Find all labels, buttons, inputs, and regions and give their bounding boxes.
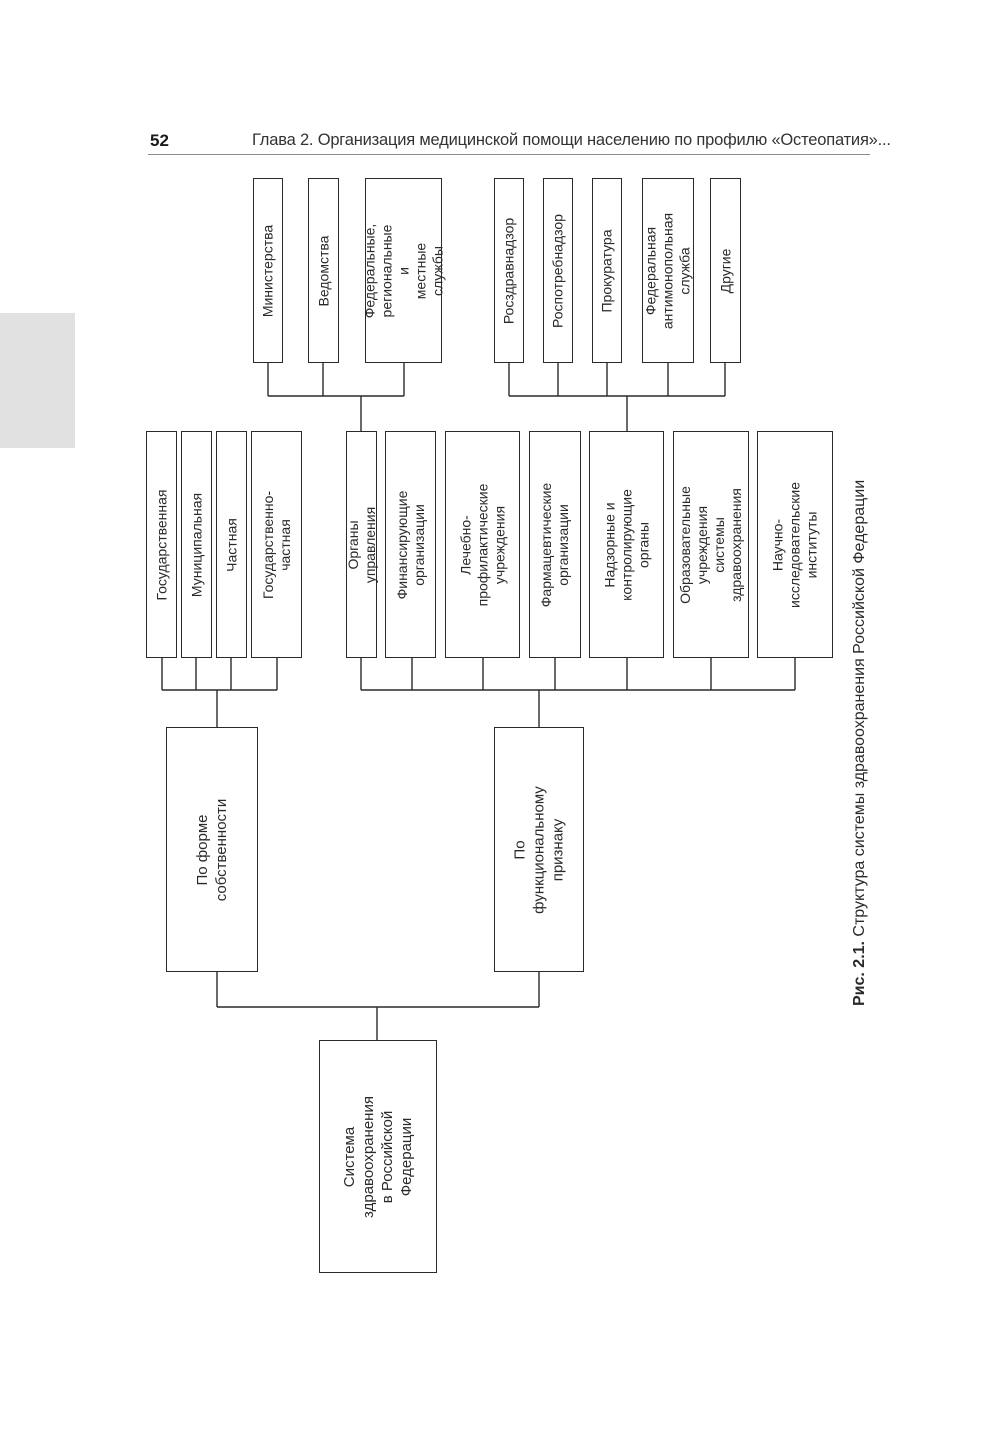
function-item-label: Лечебно- профилактические учреждения <box>457 483 507 606</box>
supervisory-item-label: Роспотребнадзор <box>549 213 566 328</box>
governance-item-label: Министерства <box>259 224 276 317</box>
governance-item-label: Ведомства <box>315 235 331 306</box>
ownership-item <box>181 431 212 658</box>
function-item <box>673 431 749 658</box>
governance-item <box>253 178 283 363</box>
function-item <box>385 431 436 658</box>
ownership-item-label: Частная <box>223 517 239 572</box>
function-item <box>529 431 581 658</box>
supervisory-item-label: Прокуратура <box>598 228 615 313</box>
governance-item <box>308 178 339 363</box>
governance-item-label: Федеральные, региональные и местные службы <box>361 223 445 318</box>
by-function-box <box>494 727 584 972</box>
function-item <box>346 431 377 658</box>
by-ownership-box <box>166 727 258 972</box>
function-item-label: Научно- исследовательские институты <box>769 481 820 608</box>
ownership-item <box>216 431 247 658</box>
function-item-label: Образовательные учреждения системы здравоохранения <box>677 485 744 604</box>
function-item <box>445 431 520 658</box>
by-ownership-label: По форме собственности <box>194 798 230 901</box>
function-item-label: Надзорные и контролирующие органы <box>601 488 651 601</box>
ownership-item <box>146 431 177 658</box>
root-label: Система здравоохранения в Российской Федерации <box>341 1095 415 1218</box>
supervisory-item <box>642 178 694 363</box>
supervisory-item <box>494 178 524 363</box>
root-box <box>319 1040 437 1273</box>
function-item-label: Финансирующие организации <box>393 490 427 599</box>
figure-caption-text: Структура системы здравоохранения Российской Федерации <box>851 479 868 942</box>
supervisory-item <box>543 178 573 363</box>
ownership-item-label: Государственно- частная <box>259 490 293 599</box>
supervisory-item-label: Росздравнадзор <box>500 217 517 324</box>
figure-caption <box>851 466 869 1006</box>
page-number: 52 <box>150 131 169 150</box>
supervisory-item-label: Федеральная антимонопольная служба <box>642 212 693 329</box>
ownership-item <box>251 431 302 658</box>
by-function-label: По функциональному признаку <box>511 785 567 914</box>
governance-item <box>361 178 445 363</box>
ownership-item-label: Государственная <box>153 488 169 601</box>
supervisory-item-label: Другие <box>717 248 733 293</box>
function-item-label: Фармацевтические организации <box>538 482 571 607</box>
ownership-item-label: Муниципальная <box>188 492 204 597</box>
function-item-label: Органы управления <box>344 506 378 583</box>
function-item <box>757 431 833 658</box>
function-item <box>589 431 664 658</box>
supervisory-item <box>592 178 622 363</box>
supervisory-item <box>710 178 741 363</box>
running-head: Глава 2. Организация медицинской помощи населению по профилю «Остеопатия»... <box>252 131 891 149</box>
figure-caption-label: Рис. 2.1. <box>851 941 868 1006</box>
